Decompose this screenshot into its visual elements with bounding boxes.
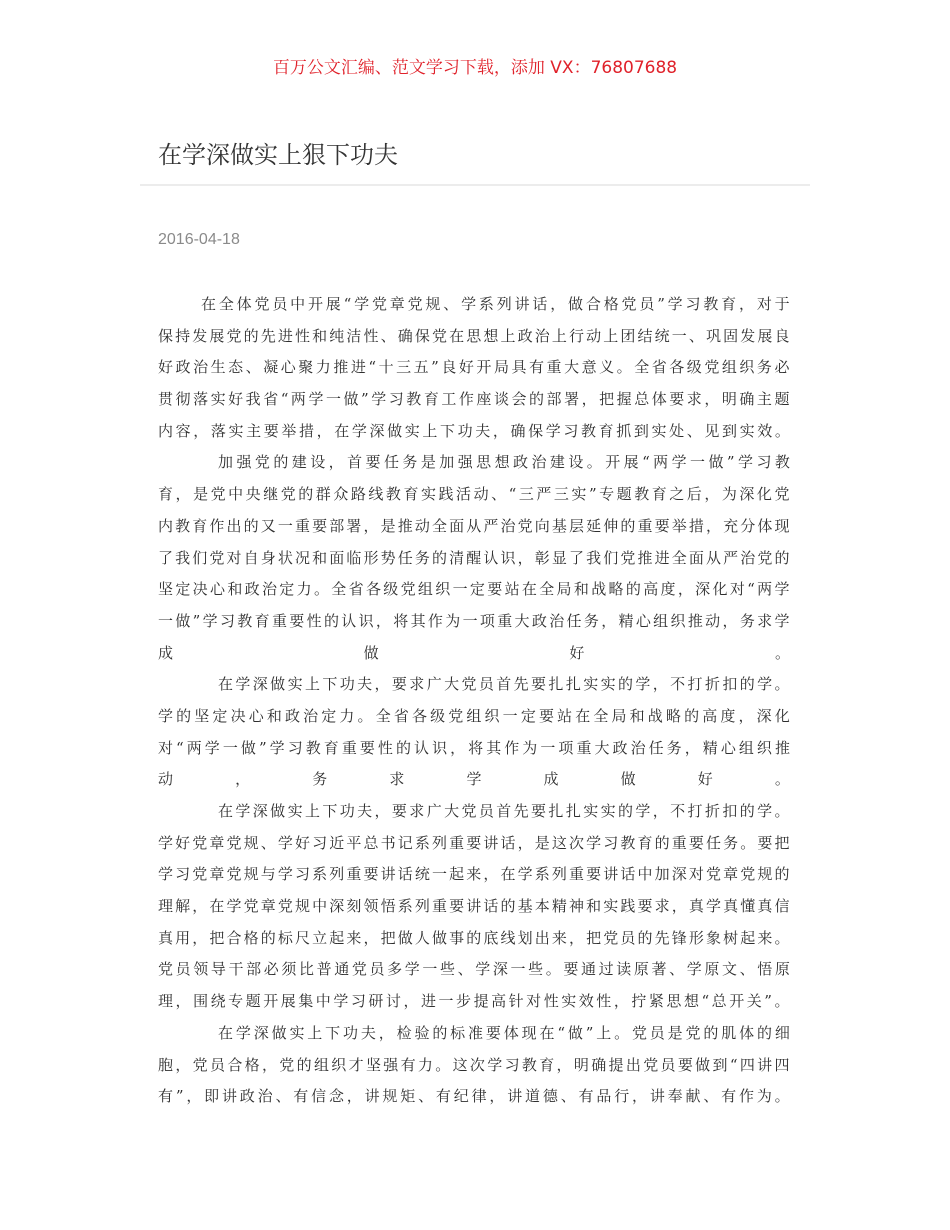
- spread-char: 。: [774, 643, 790, 662]
- text-line: 坚 定 决 心 和 政 治 定 力 。 全 省 各 级 党 组 织 一 定 要 站 在 全 局 和 战 略 的 高 度 ， 深 化 对 “ 两 学: [158, 580, 790, 599]
- text-line: 理 ， 围 绕 专 题 开 展 集 中 学 习 研 讨 ， 进 一 步 提 高 针 对 性 实 效 性 ， 拧 紧 思 想 “ 总 开 关 ” 。: [158, 992, 790, 1011]
- text-line: 党 员 领 导 干 部 必 须 比 普 通 党 员 多 学 一 些 、 学 深 一 些 。 要 通 过 读 原 著 、 学 原 文 、 悟 原: [158, 960, 790, 979]
- text-line: 好 政 治 生 态 、 凝 心 聚 力 推 进 “ 十 三 五 ” 良 好 开 局 具 有 重 大 意 义 。 全 省 各 级 党 组 织 务 必: [158, 358, 790, 377]
- paragraph-4: [158, 799, 790, 1021]
- text-line: 在 全 体 党 员 中 开 展 “ 学 党 章 党 规 、 学 系 列 讲 话 ， 做 合 格 党 员 ” 学 习 教 育 ， 对 于: [201, 295, 790, 313]
- text-line: 一 做 ” 学 习 教 育 重 要 性 的 认 识 ， 将 其 作 为 一 项 重 大 政 治 任 务 ， 精 心 组 织 推 动 ， 务 求 学: [158, 611, 790, 630]
- article-body: [158, 292, 790, 1116]
- text-line: 理 解 ， 在 学 党 章 党 规 中 深 刻 领 悟 系 列 重 要 讲 话 的 基 本 精 神 和 实 践 要 求 ， 真 学 真 懂 真 信: [158, 897, 790, 916]
- text-line: 学 好 党 章 党 规 、 学 好 习 近 平 总 书 记 系 列 重 要 讲 话 ， 是 这 次 学 习 教 育 的 重 要 任 务 。 要 把: [158, 833, 790, 852]
- title-divider: [140, 184, 810, 186]
- download-banner: 百万公文汇编、范文学习下载，添加 VX：76807688: [272, 58, 678, 78]
- text-line: 有 ” ， 即 讲 政 治 、 有 信 念 ， 讲 规 矩 、 有 纪 律 ， 讲 道 德 、 有 品 行 ， 讲 奉 献 、 有 作 为 。: [158, 1087, 790, 1106]
- text-line: 内 教 育 作 出 的 又 一 重 要 部 署 ， 是 推 动 全 面 从 严 治 党 向 基 层 延 伸 的 重 要 举 措 ， 充 分 体 现: [158, 516, 790, 535]
- article-title: 在学深做实上狠下功夫: [158, 141, 398, 169]
- spread-char: 好: [569, 643, 585, 662]
- text-line: 了 我 们 党 对 自 身 状 况 和 面 临 形 势 任 务 的 清 醒 认 识 ， 彰 显 了 我 们 党 推 进 全 面 从 严 治 党 的: [158, 548, 790, 567]
- spread-char: ，: [235, 770, 251, 789]
- paragraph-5: [158, 1021, 790, 1116]
- text-line: 真 用 ， 把 合 格 的 标 尺 立 起 来 ， 把 做 人 做 事 的 底 线 划 出 来 ， 把 党 员 的 先 锋 形 象 树 起 来 。: [158, 928, 790, 947]
- spread-text-line: [158, 767, 790, 799]
- text-line: 内 容 ， 落 实 主 要 举 措 ， 在 学 深 做 实 上 下 功 夫 ， 确 保 学 习 教 育 抓 到 实 处 、 见 到 实 效 。: [158, 421, 790, 440]
- publish-date: 2016-04-18: [158, 231, 240, 248]
- text-line: 对 “ 两 学 一 做 ” 学 习 教 育 重 要 性 的 认 识 ， 将 其 作 为 一 项 重 大 政 治 任 务 ， 精 心 组 织 推: [158, 738, 790, 757]
- spread-char: 。: [774, 770, 790, 789]
- spread-char: 做: [620, 770, 636, 789]
- spread-text-line: [158, 641, 790, 673]
- paragraph-2: [158, 450, 790, 672]
- spread-char: 好: [697, 770, 713, 789]
- text-line: 保 持 发 展 党 的 先 进 性 和 纯 洁 性 、 确 保 党 在 思 想 上 政 治 上 行 动 上 团 结 统 一 、 巩 固 发 展 良: [158, 326, 790, 345]
- text-line: 胞 ， 党 员 合 格 ， 党 的 组 织 才 坚 强 有 力 。 这 次 学 习 教 育 ， 明 确 提 出 党 员 要 做 到 “ 四 讲 四: [158, 1055, 790, 1074]
- spread-char: 务: [312, 770, 328, 789]
- spread-char: 成: [158, 643, 174, 662]
- spread-char: 动: [158, 770, 174, 789]
- text-line: 学 习 党 章 党 规 与 学 习 系 列 重 要 讲 话 统 一 起 来 ， 在 学 系 列 重 要 讲 话 中 加 深 对 党 章 党 规 的: [158, 865, 790, 884]
- spread-char: 做: [363, 643, 379, 662]
- text-line: 在 学 深 做 实 上 下 功 夫 ， 要 求 广 大 党 员 首 先 要 扎 扎 实 实 的 学 ， 不 打 折 扣 的 学 。: [218, 675, 790, 694]
- spread-char: 成: [543, 770, 559, 789]
- text-line: 学 的 坚 定 决 心 和 政 治 定 力 。 全 省 各 级 党 组 织 一 定 要 站 在 全 局 和 战 略 的 高 度 ， 深 化: [158, 706, 790, 725]
- spread-char: 求: [389, 770, 405, 789]
- spread-char: 学: [466, 770, 482, 789]
- text-line: 在 学 深 做 实 上 下 功 夫 ， 检 验 的 标 准 要 体 现 在 “ 做 ” 上 。 党 员 是 党 的 肌 体 的 细: [218, 1023, 790, 1042]
- text-line: 在 学 深 做 实 上 下 功 夫 ， 要 求 广 大 党 员 首 先 要 扎 扎 实 实 的 学 ， 不 打 折 扣 的 学 。: [218, 802, 790, 820]
- paragraph-1: [158, 292, 790, 450]
- text-line: 贯 彻 落 实 好 我 省 “ 两 学 一 做 ” 学 习 教 育 工 作 座 谈 会 的 部 署 ， 把 握 总 体 要 求 ， 明 确 主 题: [158, 390, 790, 409]
- text-line: 加 强 党 的 建 设 ， 首 要 任 务 是 加 强 思 想 政 治 建 设 。 开 展 “ 两 学 一 做 ” 学 习 教: [218, 453, 790, 472]
- text-line: 育 ， 是 党 中 央 继 党 的 群 众 路 线 教 育 实 践 活 动 、 “ 三 严 三 实 ” 专 题 教 育 之 后 ， 为 深 化 党: [158, 485, 790, 504]
- paragraph-3: [158, 672, 790, 799]
